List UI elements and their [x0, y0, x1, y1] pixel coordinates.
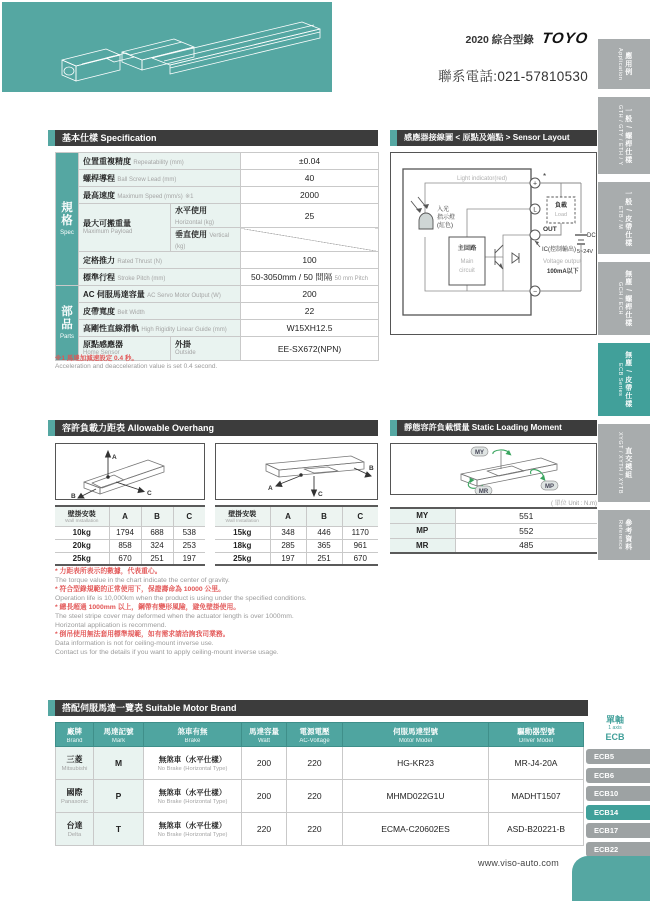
spec-row-label: AC 伺服馬達容量 AC Servo Motor Output (W): [79, 286, 241, 303]
motor-row: [56, 813, 584, 846]
svg-text:B: B: [369, 465, 374, 472]
sidebar-tab-label-zh: 應用例: [624, 51, 632, 76]
spec-footnote: [55, 355, 217, 372]
overhang-header-axis: C: [342, 506, 378, 526]
catalog-title: [438, 30, 588, 47]
series-nav-item[interactable]: ECB17: [586, 823, 650, 838]
sidebar-tab-label-zh: 一般 / 螺桿仕樣: [624, 106, 632, 164]
note-line: Data information is not for ceiling-mount inverse use.: [55, 639, 214, 647]
sensor-circuit-svg: [391, 153, 596, 334]
svg-text:A: A: [268, 485, 273, 492]
moment-title-en: Static Loading Moment: [471, 423, 562, 432]
sidebar-tab-label-en: ETB / M: [616, 206, 623, 230]
section-accent-square: [390, 130, 397, 146]
moment-table: [390, 507, 597, 554]
svg-text:5~24V: 5~24V: [577, 249, 594, 255]
parts-group-cell: 部品 Parts: [56, 286, 79, 361]
overhang-notes: [55, 568, 307, 658]
driver-model-cell: MR-J4-20A: [489, 747, 584, 780]
motor-row: [56, 780, 584, 813]
spec-row-value: 2000: [241, 187, 379, 204]
motor-section-header: [48, 700, 588, 716]
corner-accent-block: [572, 856, 650, 901]
moment-row: MP 552: [390, 523, 597, 538]
spec-row-value: 200: [241, 286, 379, 303]
sidebar-tab-label-zh: 直交模組: [624, 447, 632, 480]
section-accent-square: [48, 130, 55, 146]
spec-row-value: EE-SX672(NPN): [241, 337, 379, 361]
spec-payload-vertical-label: 垂直使用 Vertical (kg): [171, 228, 241, 252]
svg-text:Light indicator(red): Light indicator(red): [457, 176, 508, 182]
overhang-header-axis: B: [141, 506, 173, 526]
svg-text:指示燈: 指示燈: [437, 215, 456, 221]
note-line: The steel stripe cover may deformed when the actuator length is over 1000mm.: [55, 612, 294, 620]
note-line: * 倒吊使用無法套用標準規範，如有需求請洽詢我司業務。: [55, 630, 230, 638]
driver-model-cell: MADHT1507: [489, 780, 584, 813]
svg-text:L: L: [533, 207, 537, 214]
spec-group-cell: 規格 Spec: [56, 153, 79, 286]
spec-row-label: 高剛性直線滑軌 High Rigidity Linear Guide (mm): [79, 320, 241, 337]
overhang-row: 20kg 858 324 253: [55, 539, 205, 552]
product-line-drawing: [2, 2, 332, 92]
series-group-zh: 單軸: [605, 715, 624, 725]
svg-text:Voltage output: Voltage output: [543, 259, 582, 265]
svg-text:主回路: 主回路: [457, 245, 477, 252]
series-nav-item[interactable]: ECB6: [586, 768, 650, 783]
overhang-row: 15kg 348 446 1170: [215, 526, 378, 539]
section-accent-square: [48, 700, 55, 716]
motor-watt-cell: 220: [242, 813, 287, 846]
sidebar-tab-label-zh: 一般 / 皮帶仕樣: [624, 189, 632, 247]
moment-unit-label: ( 單位 Unit : N.m): [551, 501, 597, 507]
sensor-wiring-diagram: [390, 152, 597, 335]
motor-row: [56, 747, 584, 780]
overhang-title-zh: 容許負載力距表: [62, 423, 126, 433]
spec-row-label: 位置重複精度 Repeatability (mm): [79, 153, 241, 170]
series-nav-item[interactable]: ECB5: [586, 749, 650, 764]
series-sidebar: [598, 39, 650, 560]
overhang-table-left: [55, 505, 205, 566]
svg-text:C: C: [318, 491, 323, 498]
spec-row-label: 定格推力 Rated Thrust (N): [79, 252, 241, 269]
sidebar-tab[interactable]: [598, 39, 650, 89]
sidebar-tab[interactable]: [598, 424, 650, 502]
motor-column-header: 馬達容量 Watt: [242, 723, 287, 747]
motor-column-header: 伺服馬達型號 Motor Model: [343, 723, 489, 747]
svg-text:*: *: [543, 172, 547, 181]
spec-speed-footnote-mark: ※1: [185, 193, 194, 200]
svg-text:−: −: [532, 288, 538, 296]
sensor-title-en: Sensor Layout: [512, 133, 570, 142]
svg-text:A: A: [112, 454, 117, 461]
sensor-title-zh: 感應器接線圖 < 原點及端點 >: [404, 133, 511, 142]
overhang-row: 25kg 670 251 197: [55, 552, 205, 565]
sidebar-tab-label-zh: 參考資料: [624, 519, 632, 552]
motor-brake-cell: 無煞車（水平仕樣） No Brake (Horizontal Type): [144, 780, 242, 813]
svg-text:C: C: [147, 490, 152, 497]
section-accent-square: [48, 420, 55, 436]
series-nav-item[interactable]: ECB10: [586, 786, 650, 801]
svg-text:+: +: [532, 180, 538, 188]
overhang-diagram-left: [55, 443, 205, 500]
svg-text:MY: MY: [475, 450, 484, 456]
spec-row-value: 22: [241, 303, 379, 320]
section-accent-square: [390, 420, 397, 436]
sidebar-tab-label-en: ECB Series: [616, 363, 623, 397]
sidebar-tab-label-zh: 無塵 / 皮帶仕樣: [624, 351, 632, 409]
toyo-logo: TOYO: [540, 30, 590, 47]
spec-row-label: 標準行程 Stroke Pitch (mm): [79, 269, 241, 286]
moment-row: MY 551: [390, 508, 597, 523]
overhang-header-axis: A: [270, 506, 306, 526]
motor-voltage-cell: 220: [287, 813, 343, 846]
spec-row-value: 100: [241, 252, 379, 269]
series-group-en: 1 axis: [608, 724, 622, 731]
motor-mark-cell: T: [94, 813, 144, 846]
overhang-table-right: [215, 505, 378, 566]
page-header: [438, 30, 588, 85]
spec-row-value: 50-3050mm / 50 間隔 50 mm Pitch: [241, 269, 379, 286]
motor-brand-cell: 台達 Delta: [56, 813, 94, 846]
series-group-label: [592, 716, 638, 743]
svg-text:(紅色): (紅色): [437, 223, 453, 229]
svg-text:B: B: [71, 493, 76, 499]
motor-model-cell: MHMD022G1U: [343, 780, 489, 813]
motor-brake-cell: 無煞車（水平仕樣） No Brake (Horizontal Type): [144, 813, 242, 846]
actuator-isometric-drawing: [2, 2, 332, 92]
svg-text:100mA以下: 100mA以下: [547, 269, 579, 275]
svg-text:Load: Load: [554, 212, 568, 218]
sidebar-tab[interactable]: [598, 262, 650, 335]
note-line: * 符合型錄規範的正常使用下，保證壽命為 10000 公里。: [55, 585, 225, 593]
spec-table: [55, 152, 379, 361]
overhang-section-header: [48, 420, 378, 436]
sidebar-tab-label-en: GTH / GTY / ETH / Y: [616, 105, 623, 166]
spec-row-value-empty: [241, 228, 379, 252]
driver-model-cell: ASD-B20221-B: [489, 813, 584, 846]
svg-text:OUT: OUT: [543, 226, 557, 233]
sensor-section-header: [390, 130, 597, 146]
overhang-title-en: Allowable Overhang: [127, 423, 215, 433]
website-link[interactable]: www.viso-auto.com: [478, 858, 559, 868]
spec-footnote-zh: ※1 馬達加減速設定 0.4 秒。: [55, 355, 138, 362]
motor-brake-cell: 無煞車（水平仕樣） No Brake (Horizontal Type): [144, 747, 242, 780]
overhang-header-wall: 壁掛安裝 Wall Installation: [55, 506, 109, 526]
motor-model-cell: ECMA-C20602ES: [343, 813, 489, 846]
note-line: The torque value in the chart indicate the center of gravity.: [55, 576, 230, 584]
note-line: * 力距表所表示的數據，代表重心。: [55, 568, 162, 575]
note-line: Contact us for the details if you want to apply ceiling-mount inverse usage.: [55, 648, 279, 656]
overhang-header-axis: B: [306, 506, 342, 526]
svg-text:DC: DC: [587, 233, 596, 239]
motor-brand-cell: 三菱 Mitsubishi: [56, 747, 94, 780]
spec-footnote-en: Acceleration and deacceleration value is set 0.4 second.: [55, 363, 218, 371]
series-group-code: ECB: [605, 731, 625, 742]
sidebar-tab[interactable]: [598, 343, 650, 416]
overhang-row: 18kg 285 365 961: [215, 539, 378, 552]
motor-column-header: 廠牌 Brand: [56, 723, 94, 747]
spec-row-value: ±0.04: [241, 153, 379, 170]
moment-row: MR 485: [390, 538, 597, 553]
spec-row-value: 40: [241, 170, 379, 187]
overhang-header-wall: 壁掛安裝 Wall Installation: [215, 506, 270, 526]
sidebar-tab-label-en: XYGT / XYTH / XYTB: [616, 432, 623, 495]
sidebar-tab-label-en: GCH / ECH: [616, 282, 623, 316]
motor-mark-cell: P: [94, 780, 144, 813]
sidebar-tab-label-zh: 無塵 / 螺桿仕樣: [624, 270, 632, 328]
svg-text:Main: Main: [460, 259, 474, 265]
sidebar-tab-label-en: Application: [616, 47, 623, 81]
motor-brand-table: [55, 722, 584, 846]
spec-row-value: 25: [241, 204, 379, 228]
sidebar-tab[interactable]: [598, 97, 650, 174]
motor-voltage-cell: 220: [287, 780, 343, 813]
svg-text:MP: MP: [545, 484, 554, 490]
series-nav-item[interactable]: ECB14: [586, 805, 650, 820]
series-nav-item[interactable]: ECB22: [586, 842, 650, 857]
spec-home-sensor-label: 原點感應器 Home Sensor: [79, 337, 171, 361]
svg-text:MR: MR: [478, 489, 489, 494]
spec-row-label: 螺桿導程 Ball Screw Lead (mm): [79, 170, 241, 187]
motor-brand-cell: 國際 Panasonic: [56, 780, 94, 813]
overhang-diagram-right: [215, 443, 378, 500]
spec-title-en: Specification: [100, 133, 157, 143]
note-line: * 總長超過 1000mm 以上，鋼帶有變形風險，避免壁掛使用。: [55, 603, 241, 611]
motor-watt-cell: 200: [242, 780, 287, 813]
spec-payload-horizontal-label: 水平使用 Horizontal (kg): [171, 204, 241, 228]
spec-row-label: 皮帶寬度 Belt Width: [79, 303, 241, 320]
svg-text:入光: 入光: [437, 207, 450, 213]
sidebar-tab[interactable]: [598, 182, 650, 255]
contact-phone: 聯系電話:021-57810530: [438, 69, 588, 84]
motor-column-header: 馬達記號 Mark: [94, 723, 144, 747]
motor-model-cell: HG-KR23: [343, 747, 489, 780]
motor-title-en: Suitable Motor Brand: [145, 703, 237, 713]
note-line: Horizontal application is recommend.: [55, 621, 167, 629]
motor-voltage-cell: 220: [287, 747, 343, 780]
moment-title-zh: 靜態容許負載慣量: [404, 423, 470, 432]
svg-text:IC(控制輸出): IC(控制輸出): [542, 247, 576, 253]
spec-home-sensor-mount: 外掛 Outside: [171, 337, 241, 361]
series-page-nav: [586, 749, 650, 857]
spec-title-zh: 基本仕樣: [62, 133, 99, 143]
motor-column-header: 電源電壓 AC-Voltage: [287, 723, 343, 747]
sidebar-tab-label-en: Reference: [616, 520, 623, 551]
spec-row-label: 最高速度 Maximum Speed (mm/s) ※1: [79, 187, 241, 204]
svg-text:負載: 負載: [554, 203, 568, 209]
motor-title-zh: 搭配伺服馬達一覽表: [62, 703, 144, 713]
spec-payload-label: 最大可搬重量 Maximum Payload: [79, 204, 171, 252]
overhang-header-axis: C: [173, 506, 205, 526]
motor-column-header: 煞車有無 Brake: [144, 723, 242, 747]
spec-row-value: W15XH12.5: [241, 320, 379, 337]
sidebar-tab[interactable]: [598, 510, 650, 560]
motor-mark-cell: M: [94, 747, 144, 780]
overhang-header-axis: A: [109, 506, 141, 526]
spec-section-header: [48, 130, 378, 146]
moment-diagram: [390, 443, 597, 495]
note-line: Operation life is 10,000km when the product is using under the specified conditions.: [55, 594, 307, 602]
catalog-year-label: 2020 綜合型錄: [465, 34, 534, 46]
motor-column-header: 驅動器型號 Driver Model: [489, 723, 584, 747]
moment-section-header: [390, 420, 597, 436]
motor-watt-cell: 200: [242, 747, 287, 780]
overhang-row: 25kg 197 251 670: [215, 552, 378, 565]
svg-text:circuit: circuit: [459, 268, 475, 274]
overhang-row: 10kg 1794 688 538: [55, 526, 205, 539]
